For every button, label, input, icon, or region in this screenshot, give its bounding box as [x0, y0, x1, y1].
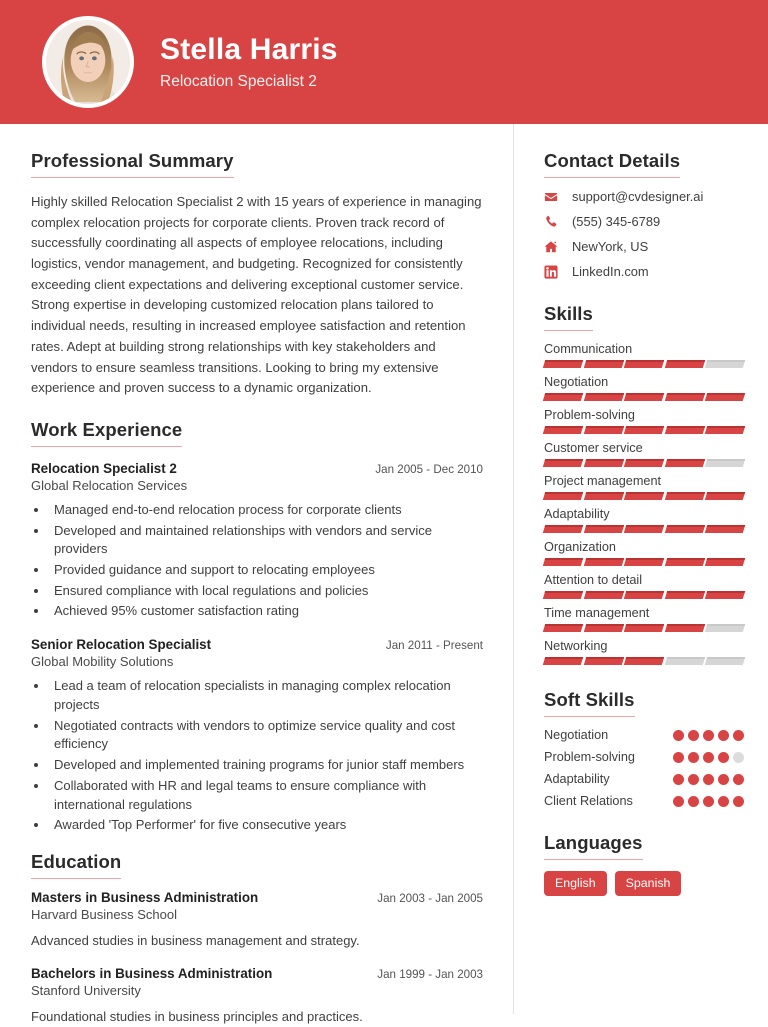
skill-bar-segment	[583, 360, 623, 368]
skill-level-bar	[544, 459, 744, 467]
experience-bullet-list	[49, 677, 483, 835]
skill-bar-segment	[705, 360, 745, 368]
skill-label: Problem-solving	[544, 408, 635, 422]
avatar	[42, 16, 134, 108]
skill-bar-segment	[543, 426, 583, 434]
soft-skill-rating-dots	[673, 774, 744, 785]
list-item: • Developed and maintained relationships with vendors and service providers	[49, 522, 483, 559]
experience-date-range: Jan 2005 - Dec 2010	[375, 462, 483, 476]
experience-job-title: Relocation Specialist 2	[31, 460, 177, 476]
experience-job-title: Senior Relocation Specialist	[31, 637, 212, 653]
resume-header	[0, 0, 768, 124]
skill-bar-segment	[665, 624, 705, 632]
skill-bar-segment	[543, 591, 583, 599]
rating-dot	[673, 730, 684, 741]
skill-label: Time management	[544, 606, 650, 620]
skill-item	[544, 408, 744, 434]
contact-phone-value: (555) 345-6789	[572, 214, 661, 229]
soft-skill-label: Client Relations	[544, 794, 633, 808]
skill-bar-segment	[624, 426, 664, 434]
skill-level-bar	[544, 657, 744, 665]
rating-dot	[718, 774, 729, 785]
skill-bar-segment	[665, 393, 705, 401]
skill-bar-segment	[705, 393, 745, 401]
skill-bar-segment	[543, 459, 583, 467]
skill-label: Negotiation	[544, 375, 609, 389]
skill-label: Adaptability	[544, 507, 610, 521]
soft-skill-rating-dots	[673, 796, 744, 807]
education-heading: Education	[31, 851, 121, 879]
skill-bar-segment	[583, 558, 623, 566]
skill-bar-segment	[583, 426, 623, 434]
skill-label: Project management	[544, 474, 662, 488]
soft-skills-heading: Soft Skills	[544, 689, 635, 717]
list-item: • Collaborated with HR and legal teams to ensure compliance with international regulations	[49, 777, 483, 814]
rating-dot	[688, 730, 699, 741]
skill-level-bar	[544, 624, 744, 632]
skill-bar-segment	[705, 558, 745, 566]
skill-level-bar	[544, 558, 744, 566]
education-degree: Masters in Business Administration	[31, 889, 259, 905]
linkedin-icon	[544, 265, 564, 279]
experience-heading-wrap	[31, 419, 483, 447]
skill-bar-segment	[583, 624, 623, 632]
list-item: • Lead a team of relocation specialists in managing complex relocation projects	[49, 677, 483, 714]
skill-item	[544, 573, 744, 599]
candidate-job-title: Relocation Specialist 2	[160, 73, 317, 90]
rating-dot	[703, 730, 714, 741]
skill-bar-segment	[543, 525, 583, 533]
section-languages	[544, 832, 744, 896]
experience-company: Global Mobility Solutions	[31, 654, 174, 670]
skill-bar-segment	[665, 426, 705, 434]
skill-label: Customer service	[544, 441, 643, 455]
section-work-experience	[31, 419, 483, 835]
experience-company: Global Relocation Services	[31, 477, 188, 493]
skill-item	[544, 540, 744, 566]
experience-entry	[31, 461, 483, 621]
language-chip-list	[544, 871, 744, 896]
skill-bar-segment	[705, 624, 745, 632]
contact-item-phone[interactable]	[544, 214, 744, 229]
section-contact-details	[544, 150, 744, 279]
skill-bar-segment	[705, 426, 745, 434]
skill-bar-segment	[705, 459, 745, 467]
rating-dot	[703, 796, 714, 807]
experience-date-range: Jan 2011 - Present	[385, 639, 483, 653]
language-chip: English	[544, 871, 607, 896]
contact-linkedin-value: LinkedIn.com	[572, 264, 649, 279]
candidate-name: Stella Harris	[160, 33, 338, 66]
skill-bar-segment	[705, 492, 745, 500]
rating-dot	[718, 796, 729, 807]
skill-bar-segment	[543, 492, 583, 500]
rating-dot	[688, 796, 699, 807]
soft-skills-list	[544, 728, 744, 808]
rating-dot	[703, 774, 714, 785]
skill-bar-segment	[665, 459, 705, 467]
skill-bar-segment	[624, 624, 664, 632]
skill-bar-segment	[624, 360, 664, 368]
summary-heading-wrap	[31, 150, 483, 178]
header-text-block	[160, 33, 338, 91]
education-entry	[31, 890, 483, 951]
skill-label: Attention to detail	[544, 573, 643, 587]
skill-item	[544, 342, 744, 368]
rating-dot	[733, 752, 744, 763]
soft-skill-row	[544, 794, 744, 808]
skill-bar-segment	[543, 393, 583, 401]
sidebar-column	[513, 124, 768, 1014]
skill-bar-segment	[705, 657, 745, 665]
skill-bar-segment	[665, 360, 705, 368]
skill-bar-segment	[624, 393, 664, 401]
skill-bar-segment	[665, 492, 705, 500]
skill-item	[544, 375, 744, 401]
section-skills	[544, 303, 744, 665]
section-soft-skills	[544, 689, 744, 808]
skill-bar-segment	[665, 558, 705, 566]
skills-heading-wrap	[544, 303, 744, 331]
education-entry-top	[31, 890, 483, 905]
soft-skills-heading-wrap	[544, 689, 744, 717]
skill-level-bar	[544, 360, 744, 368]
skill-level-bar	[544, 591, 744, 599]
contact-heading: Contact Details	[544, 150, 680, 178]
list-item: • Provided guidance and support to relocating employees	[49, 561, 483, 580]
skill-bar-segment	[665, 591, 705, 599]
skill-bar-segment	[665, 525, 705, 533]
profile-photo	[46, 20, 130, 104]
experience-bullet-list	[49, 501, 483, 621]
skills-list	[544, 342, 744, 665]
experience-heading: Work Experience	[31, 419, 182, 447]
rating-dot	[688, 752, 699, 763]
skill-item	[544, 507, 744, 533]
contact-item-location[interactable]	[544, 239, 744, 254]
list-item: • Negotiated contracts with vendors to optimize service quality and cost efficiency	[49, 717, 483, 754]
skill-item	[544, 606, 744, 632]
soft-skill-row	[544, 772, 744, 786]
skill-item	[544, 441, 744, 467]
resume-body	[0, 124, 768, 1025]
skill-bar-segment	[583, 525, 623, 533]
contact-list	[544, 189, 744, 279]
skill-bar-segment	[543, 360, 583, 368]
skill-bar-segment	[624, 525, 664, 533]
list-item: • Developed and implemented training programs for junior staff members	[49, 756, 483, 775]
summary-heading: Professional Summary	[31, 150, 234, 178]
summary-text: Highly skilled Relocation Specialist 2 with 15 years of experience in managing complex relocation projects for corporate clients. Proven track record of successfully coordinating all aspects of employee relocations, including logistics, vendor management, and budgeting. Recognized for consistently exceeding client expectations and delivering exceptional customer service. Strong expertise in developing customized relocation plans tailored to individual needs, resulting in increased employee satisfaction and retention rates. Adept at building strong relationships with key stakeholders and vendors to ensure seamless transitions. Looking to bring my extensive experience and proven success to a dynamic organization.	[31, 194, 482, 396]
skill-bar-segment	[705, 525, 745, 533]
languages-heading-wrap	[544, 832, 744, 860]
contact-item-email[interactable]	[544, 189, 744, 204]
envelope-icon	[544, 190, 564, 204]
contact-location-value: NewYork, US	[572, 239, 649, 254]
skill-bar-segment	[665, 657, 705, 665]
contact-item-linkedin[interactable]	[544, 264, 744, 279]
skill-label: Organization	[544, 540, 616, 554]
skill-level-bar	[544, 393, 744, 401]
skill-bar-segment	[583, 492, 623, 500]
skill-bar-segment	[624, 591, 664, 599]
skills-heading: Skills	[544, 303, 593, 331]
rating-dot	[733, 730, 744, 741]
skill-bar-segment	[543, 624, 583, 632]
rating-dot	[688, 774, 699, 785]
rating-dot	[703, 752, 714, 763]
education-entry	[31, 966, 483, 1027]
soft-skill-row	[544, 750, 744, 764]
skill-bar-segment	[583, 393, 623, 401]
soft-skill-label: Problem-solving	[544, 750, 635, 764]
education-school: Harvard Business School	[31, 906, 177, 922]
skill-label: Networking	[544, 639, 608, 653]
rating-dot	[673, 796, 684, 807]
education-heading-wrap	[31, 851, 483, 879]
soft-skill-label: Adaptability	[544, 772, 610, 786]
contact-heading-wrap	[544, 150, 744, 178]
list-item: • Managed end-to-end relocation process for corporate clients	[49, 501, 483, 520]
skill-label: Communication	[544, 342, 633, 356]
skill-item	[544, 474, 744, 500]
rating-dot	[718, 730, 729, 741]
soft-skill-rating-dots	[673, 730, 744, 741]
skill-bar-segment	[705, 591, 745, 599]
skill-bar-segment	[543, 657, 583, 665]
rating-dot	[673, 752, 684, 763]
rating-dot	[733, 774, 744, 785]
education-degree: Bachelors in Business Administration	[31, 966, 273, 982]
education-date-range: Jan 2003 - Jan 2005	[377, 891, 483, 905]
home-icon	[544, 240, 564, 254]
skill-level-bar	[544, 525, 744, 533]
soft-skill-rating-dots	[673, 752, 744, 763]
skill-bar-segment	[583, 657, 623, 665]
main-column	[0, 124, 513, 1025]
experience-entry-top	[31, 461, 483, 476]
skill-item	[544, 639, 744, 665]
rating-dot	[673, 774, 684, 785]
education-description: Advanced studies in business management and strategy.	[31, 932, 360, 948]
list-item: • Ensured compliance with local regulations and policies	[49, 582, 483, 601]
soft-skill-row	[544, 728, 744, 742]
education-date-range: Jan 1999 - Jan 2003	[377, 968, 483, 982]
list-item: • Awarded 'Top Performer' for five consecutive years	[49, 816, 483, 835]
education-school: Stanford University	[31, 983, 141, 999]
list-item: • Achieved 95% customer satisfaction rating	[49, 602, 483, 621]
skill-bar-segment	[624, 558, 664, 566]
language-chip: Spanish	[615, 871, 682, 896]
skill-bar-segment	[624, 459, 664, 467]
experience-entry	[31, 637, 483, 835]
rating-dot	[718, 752, 729, 763]
skill-level-bar	[544, 492, 744, 500]
rating-dot	[733, 796, 744, 807]
phone-icon	[544, 215, 564, 229]
section-education	[31, 851, 483, 1027]
section-professional-summary	[31, 150, 483, 399]
skill-bar-segment	[583, 459, 623, 467]
soft-skill-label: Negotiation	[544, 728, 609, 742]
languages-heading: Languages	[544, 832, 643, 860]
education-description: Foundational studies in business principles and practices.	[31, 1009, 363, 1025]
skill-level-bar	[544, 426, 744, 434]
education-entry-top	[31, 966, 483, 981]
skill-bar-segment	[543, 558, 583, 566]
skill-bar-segment	[624, 657, 664, 665]
contact-email-value: support@cvdesigner.ai	[572, 189, 704, 204]
skill-bar-segment	[583, 591, 623, 599]
skill-bar-segment	[624, 492, 664, 500]
experience-entry-top	[31, 637, 483, 652]
